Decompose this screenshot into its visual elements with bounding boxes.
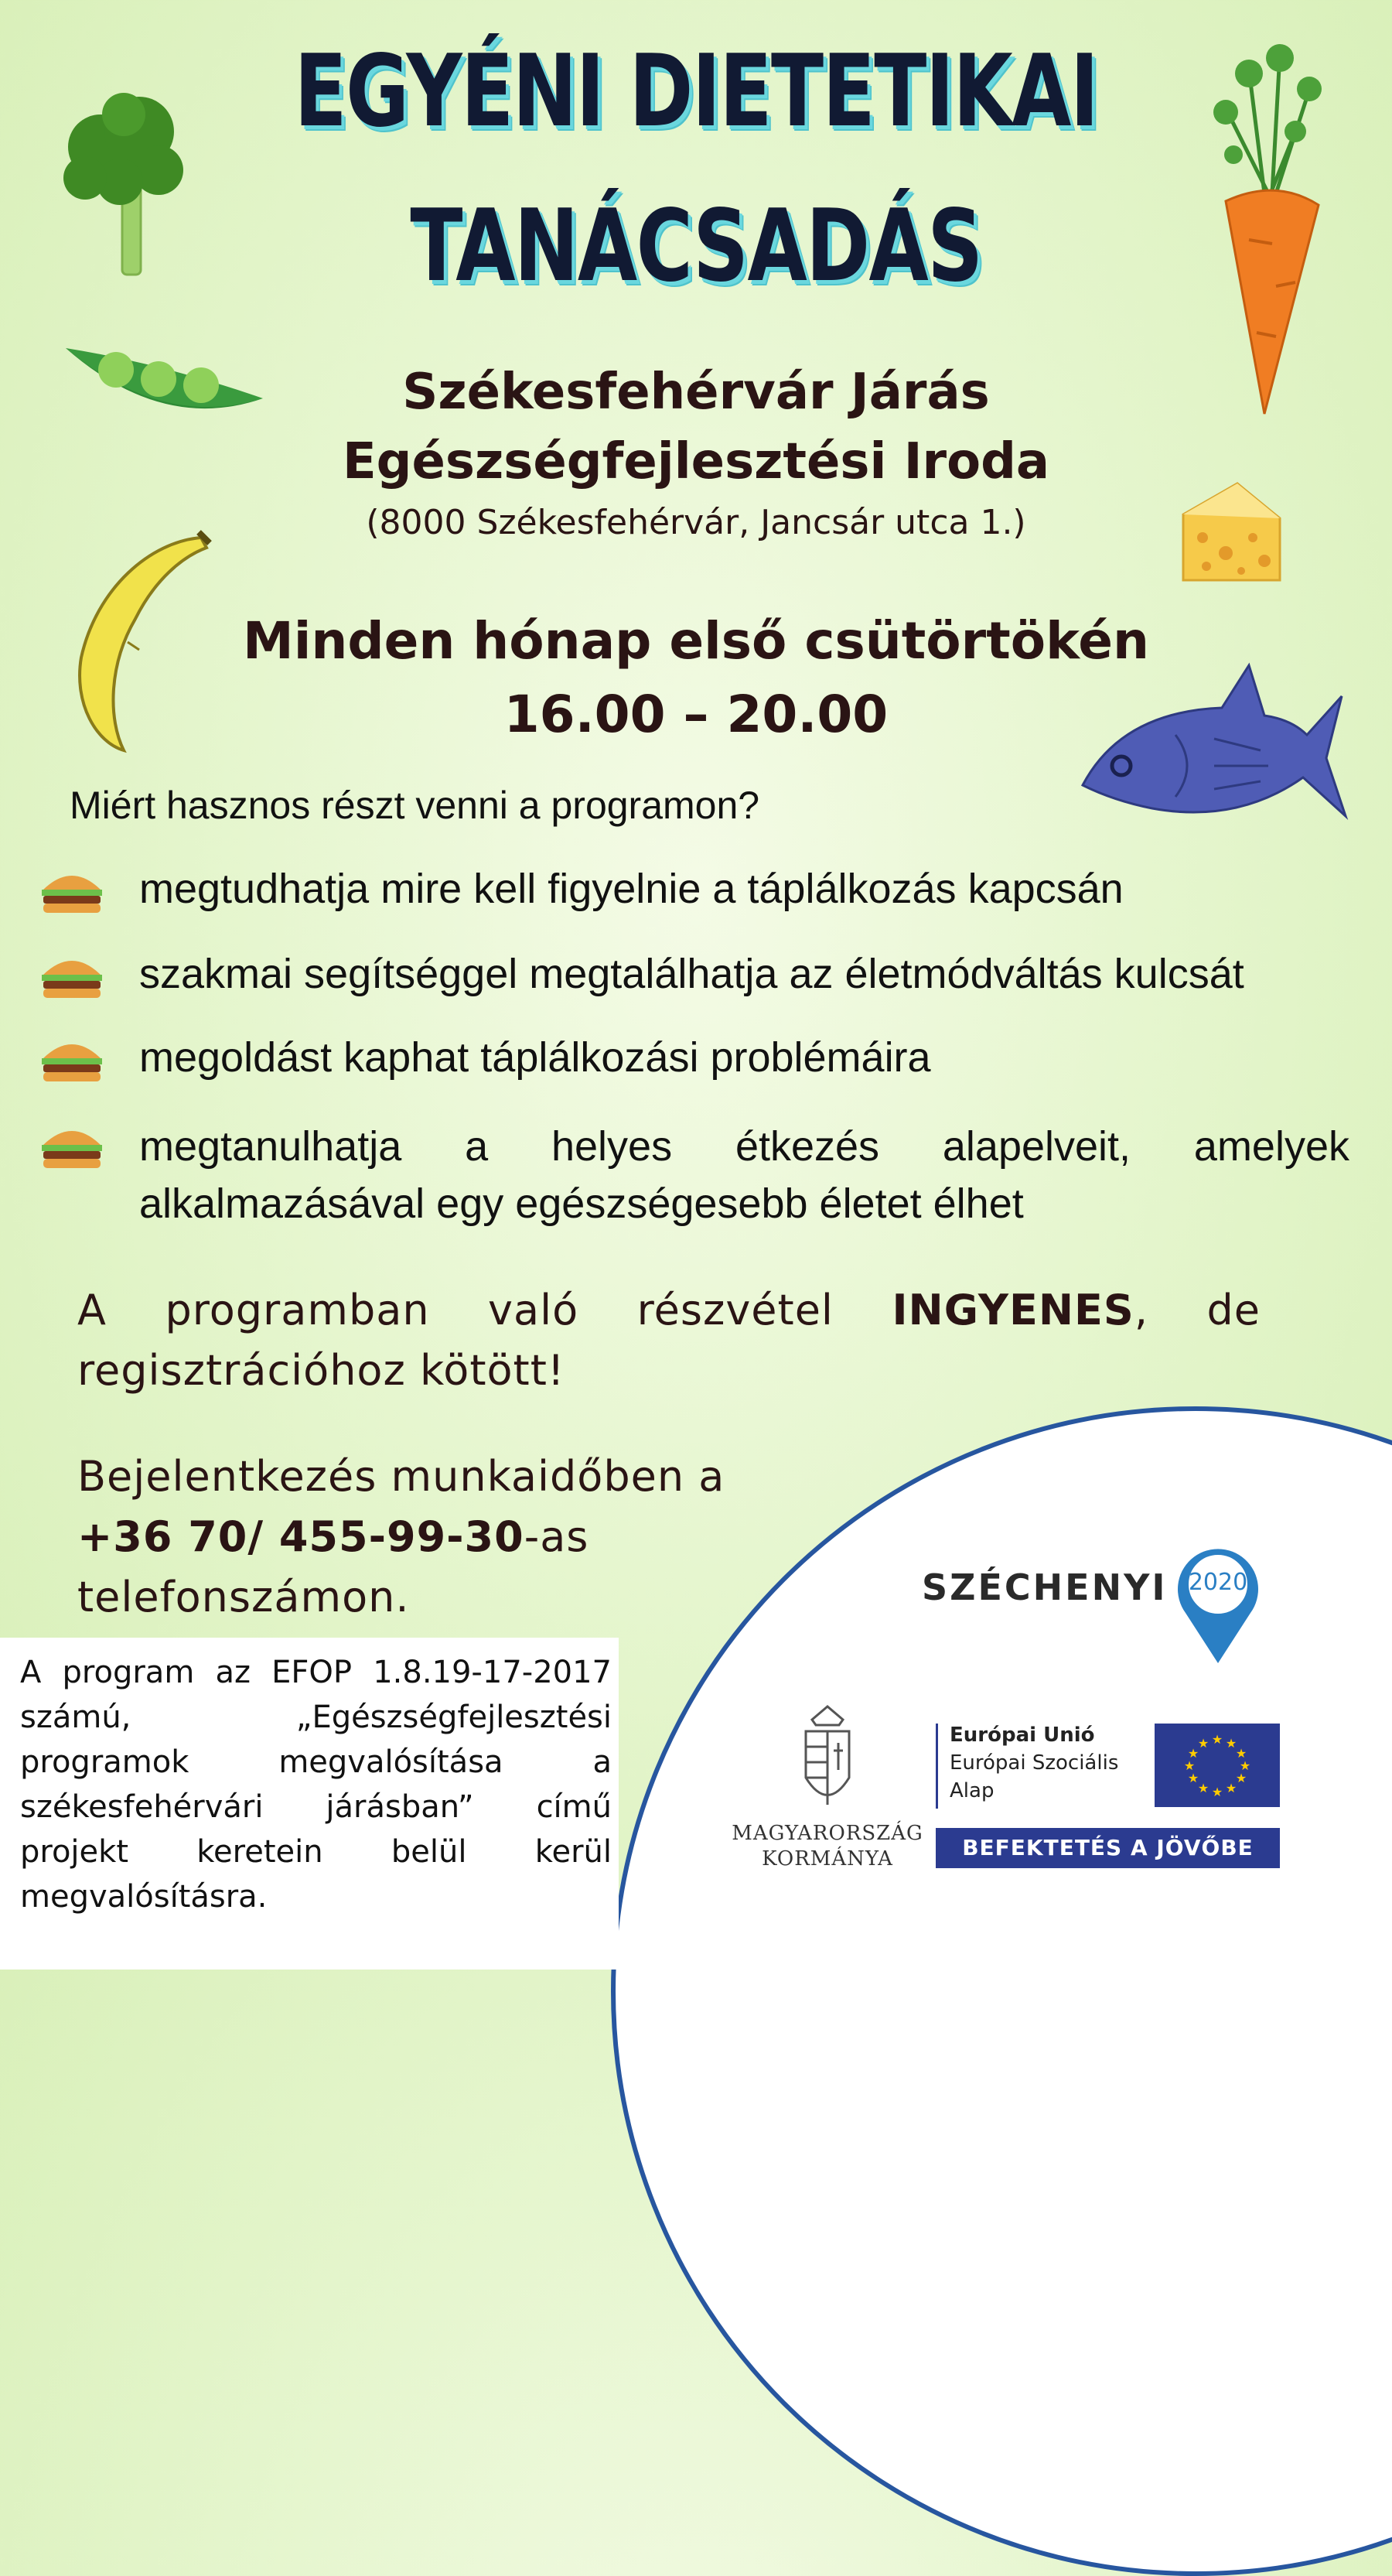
eu-flag-icon [1155,1724,1280,1807]
burger-icon [40,1123,104,1171]
organization-office: Egészségfejlesztési Iroda [342,433,1050,490]
benefit-item: megtanulhatja a helyes étkezés alapelveit, amelyek alkalmazásával egy egészségesebb életet élhet [139,1123,1349,1227]
page-title-line2: TANÁCSADÁS [410,189,982,304]
benefit-item: megoldást kaphat táplálkozási problémáira [139,1034,931,1081]
svg-text:★: ★ [1211,1785,1223,1799]
svg-text:★: ★ [1235,1771,1247,1785]
burger-icon [40,953,104,1001]
signup-text-after: -as telefonszámon. [77,1512,589,1621]
eu-fund-name-line2: Alap [950,1779,995,1802]
coat-of-arms-icon [797,1700,858,1816]
schedule-time: 16.00 – 20.00 [503,685,889,744]
signup-text-before: Bejelentkezés munkaidőben a [77,1452,725,1501]
government-name-line1: MAGYARORSZÁG [732,1822,923,1845]
svg-text:★: ★ [1235,1746,1247,1761]
svg-text:★: ★ [1183,1758,1196,1773]
free-highlight: INGYENES [892,1286,1134,1334]
eu-divider [936,1724,938,1809]
svg-text:★: ★ [1239,1758,1251,1773]
benefits-question: Miért hasznos részt venni a programon? [70,784,760,827]
benefit-item: szakmai segítséggel megtalálhatja az életmódváltás kulcsát [139,951,1244,997]
svg-text:★: ★ [1197,1736,1209,1751]
free-text-before: A programban való részvétel [77,1286,892,1334]
signup-text [77,1447,789,1628]
free-text-after: , de regisztrációhoz kötött! [77,1286,1261,1395]
szechenyi-logo-text: SZÉCHENYI [922,1566,1168,1608]
burger-icon [40,1037,104,1085]
funding-note: A program az EFOP 1.8.19-17-2017 számú, „Egészségfejlesztési programok megvalósítása a székesfehérvári járásban” című projekt keretein belül kerül megvalósításra. [20,1655,612,1915]
eu-investment-banner: BEFEKTETÉS A JÖVŐBE [936,1828,1280,1868]
eu-union-name: Európai Unió [950,1724,1095,1747]
benefit-item: megtudhatja mire kell figyelnie a táplálkozás kapcsán [139,866,1124,912]
phone-number: +36 70/ 455-99-30 [77,1512,524,1561]
map-pin-icon [1172,1539,1264,1667]
free-participation-text [77,1280,1261,1401]
svg-text:★: ★ [1211,1732,1223,1747]
schedule-day: Minden hónap első csütörtökén [243,611,1149,671]
svg-text:★: ★ [1187,1746,1199,1761]
svg-text:★: ★ [1225,1781,1237,1795]
eu-fund-name-line1: Európai Szociális [950,1751,1119,1775]
page-title-line1: EGYÉNI DIETETIKAI [294,34,1098,149]
szechenyi-year: 2020 [1188,1569,1248,1596]
svg-text:★: ★ [1225,1736,1237,1751]
government-name-line2: KORMÁNYA [762,1847,893,1871]
svg-text:★: ★ [1197,1781,1209,1795]
organization-name: Székesfehérvár Járás [402,364,990,421]
svg-text:★: ★ [1187,1771,1199,1785]
burger-icon [40,868,104,916]
organization-address: (8000 Székesfehérvár, Jancsár utca 1.) [366,503,1026,542]
